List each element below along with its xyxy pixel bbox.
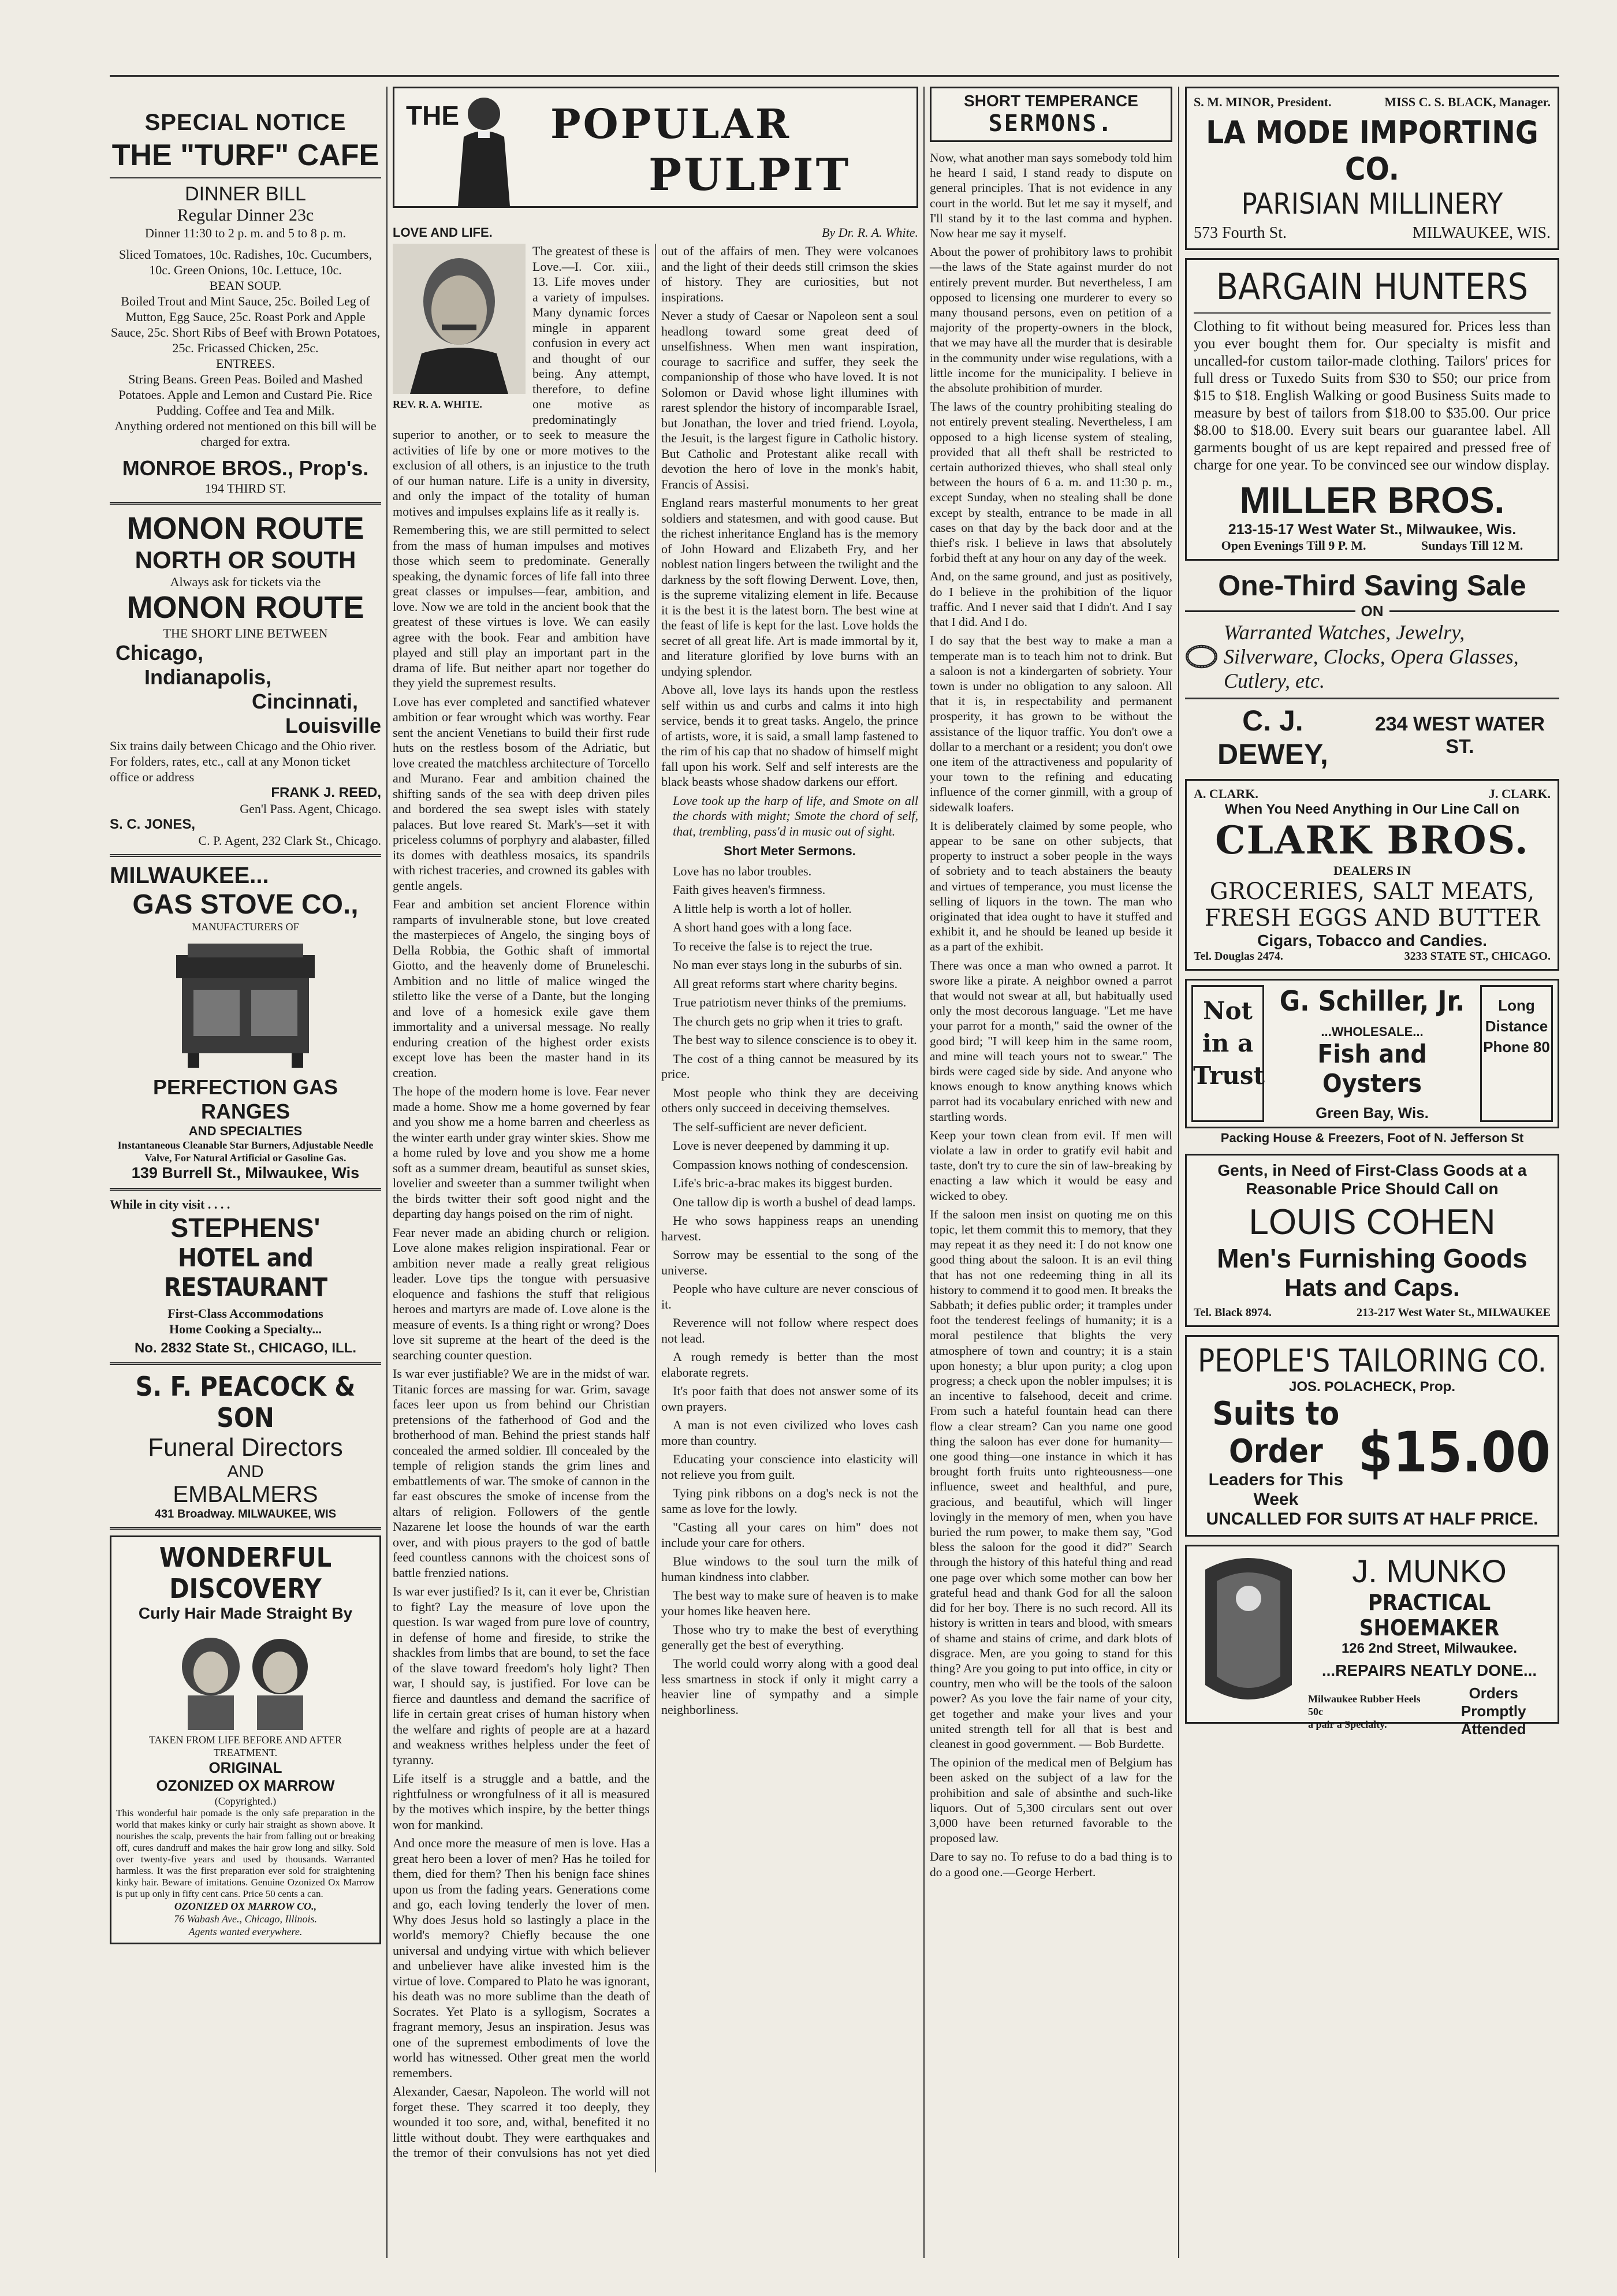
- article-body: [393, 244, 918, 2172]
- monon-city-2: Indianapolis,: [144, 665, 272, 689]
- la-mode-ad: [1185, 87, 1559, 250]
- short-meter-item: One tallow dip is worth a bushel of dead lamps.: [673, 1194, 916, 1209]
- rubber-heel-icon: [1194, 1552, 1303, 1714]
- ox-l4: TAKEN FROM LIFE BEFORE AND AFTER TREATMENT.: [148, 1734, 342, 1758]
- schiller-place: Green Bay, Wis.: [1316, 1104, 1429, 1121]
- ld3: Phone 80: [1483, 1038, 1550, 1056]
- turf-label: SPECIAL NOTICE: [144, 110, 346, 135]
- dewey-body: Warranted Watches, Jewelry, Silverware, Clocks, Opera Glasses, Cutlery, etc.: [1224, 621, 1519, 692]
- temperance-p6: It is deliberately claimed by some people, who appear to be sane on other subjects, that property to instruct a sober people in the ways of sobriety and to teach abstainers the beauty and virtues of temperance, you must license the selling of liquors in the town. The man who originated that idea ought to have it stuffed and exhibit it, and he should be leaned up beside it as a part of the exhibit.: [930, 818, 1172, 954]
- temperance-p11: Dare to say no. To refuse to do a bad thing is to do a good one.—George Herbert.: [930, 1850, 1172, 1879]
- article-para-13: England rears masterful monuments to her great soldiers and statesmen, and with good cause. But the richest inheritance England has is the memory of John Howard and Elizabeth Fry, and her noblest nation lingers between the twilight and the darkness by the soft flowing Derwent. Love, then, is the supreme vitalizing element in life. Because it is the best it is the latest born. The best wine at the feast of life is kept for the last. Love holds the secret of all great life. Art is made immortal by it, and literature glorified by love burns with an undying splendor.: [661, 495, 918, 679]
- schiller-pack: Packing House & Freezers, Foot of N. Jefferson St: [1220, 1131, 1524, 1145]
- turf-address: 194 THIRD ST.: [204, 481, 286, 495]
- dewey-name: C. J. DEWEY,: [1217, 705, 1328, 770]
- clark-addr: 3233 STATE ST., CHICAGO.: [1404, 950, 1551, 963]
- article-para-10: And once more the measure of men is love. Has a great hero been a lover of men? Has he toiled for them, died for them? Then his benign face shines upon us from the fading years. Generations come and go, each loving tenderly the lover of men. Why does Jesus hold so lastingly a place in the world's memory? Chiefly because the one universal and undying virtue with which believer and unbeliever have alike invested him is the virtue of love. Compared to Plato he was ignorant, his death was no more sublime than the death of Socrates. Yet Plato is a syllogism, Socrates a fragrant memory, Jesus an inspiration. Jesus was one of the supremest embodiments of love the world has witnessed. Other great men the world remembers.: [393, 1836, 650, 2080]
- peacock-ad: [110, 1371, 381, 1521]
- gas-range-icon: [153, 938, 338, 1071]
- monon-l2: NORTH OR SOUTH: [135, 546, 356, 573]
- turf-owner: MONROE BROS., Prop's.: [122, 456, 369, 480]
- munko-heels2: a pair a Specialty.: [1308, 1718, 1387, 1730]
- author-portrait-icon: [393, 244, 526, 394]
- column-divider: [1178, 87, 1179, 2258]
- peacock-l2: Funeral Directors: [148, 1433, 343, 1462]
- dewey-ad: [1185, 569, 1559, 771]
- lamode-name: LA MODE IMPORTING CO.: [1206, 114, 1538, 187]
- article-para-4: Fear and ambition set ancient Florence within ramparts of invulnerable stone, but love created the masterpieces of Angelo, the singing boys of Della Robbia, the Gothic shaft of immortal Giotto, and the heavenly dome of Bruneleschi. Ambition and no little of malice winged the stiletto like the verse of a Dante, but the longing and love of a homesick exile gave them immortality and a universal message. No really enduring creation of the highest order exists except love has been the master hand in its creation.: [393, 897, 650, 1080]
- clark-j: J. CLARK.: [1489, 787, 1551, 801]
- stephens-l6: No. 2832 State St., CHICAGO, ILL.: [134, 1340, 357, 1356]
- stephens-l4: First-Class Accommodations: [167, 1306, 323, 1321]
- short-meter-item: Those who try to make the best of everything generally get the best of everything.: [661, 1622, 918, 1652]
- short-meter-list: [661, 864, 918, 1718]
- monon-l4: MONON ROUTE: [126, 590, 364, 625]
- peoples-leaders: Leaders for This Week: [1208, 1470, 1344, 1509]
- article-para-8: Is war ever justified? Is it, can it ever be, Christian to fight? Lay the measure of love upon the question. Is war waged from pure love of country, in defense of home and fireside, to strike the shackles from limbs that are bound, to set the face of the slave toward freedom's holy light? Then war, I should say, is justified. For love can be fierce and dauntless and demand the sacrifice of life in certain great crises of human history when the welfare and rights of people are at a hazard and weakness writhes helpless under the feet of tyranny.: [393, 1584, 650, 1767]
- clark-dealers: DEALERS IN: [1333, 863, 1411, 878]
- article-verse: Love took up the harp of life, and Smote on all the chords with might; Smote the chord of self, that, trembling, pass'd in music out of sight.: [673, 793, 918, 838]
- monon-l9: Gen'l Pass. Agent, Chicago.: [240, 802, 381, 816]
- gas-l6: Instantaneous Cleanable Star Burners, Adjustable Needle Valve, For Natural Artificial or Gasoline Gas.: [117, 1139, 374, 1164]
- turf-item-5: String Beans. Green Peas. Boiled and Mashed Potatoes. Apple and Lemon and Custard Pie. Rice Pudding. Coffee and Tea and Milk.: [118, 372, 372, 418]
- cohen-l2: Hats and Caps.: [1284, 1274, 1460, 1301]
- cohen-intro: Gents, in Need of First-Class Goods at a Reasonable Price Should Call on: [1217, 1161, 1527, 1198]
- short-meter-item: The best way to silence conscience is to obey it.: [673, 1033, 917, 1047]
- short-meter-item: Compassion knows nothing of condescension.: [673, 1157, 908, 1172]
- newspaper-page: [110, 87, 1559, 2258]
- ox-l9: 76 Wabash Ave., Chicago, Illinois.: [173, 1913, 317, 1925]
- short-meter-item: No man ever stays long in the suburbs of sin.: [673, 957, 903, 972]
- peoples-price: $15.00: [1358, 1420, 1551, 1485]
- temperance-head-1: SHORT TEMPERANCE: [964, 92, 1138, 110]
- ox-l5: ORIGINAL: [208, 1759, 282, 1776]
- short-meter-item: Blue windows to the soul turn the milk of human kindness into clabber.: [661, 1554, 918, 1584]
- temperance-heading: [930, 87, 1172, 142]
- column-divider: [923, 87, 925, 2258]
- not2: in a: [1202, 1029, 1254, 1057]
- top-rule: [110, 75, 1559, 77]
- column-2: [393, 87, 918, 2172]
- turf-cafe-ad: [110, 87, 381, 496]
- stephens-l5: Home Cooking a Specialty...: [169, 1322, 322, 1336]
- munko-trade: PRACTICAL SHOEMAKER: [1359, 1590, 1500, 1641]
- portrait-icon: [159, 1626, 332, 1730]
- author-portrait: [393, 244, 526, 411]
- monon-city-3: Cincinnati,: [251, 689, 358, 713]
- schiller-wholesale: ...WHOLESALE...: [1321, 1024, 1424, 1039]
- article-para-6: Fear never made an abiding church or religion. Love alone makes religion inspirational. Fear or ambition never made a really great religious leader. Love tips the tongue with persuasive eloquence and fashions the stuff that religious heroes and martyrs are made of. Love alone is the measure of events. Is a thing right or wrong? Does love sit supreme at the heart of the deed is the searching counter question.: [393, 1225, 650, 1362]
- column-divider: [386, 87, 388, 2258]
- ld2: Distance: [1485, 1017, 1548, 1035]
- schiller-name: G. Schiller, Jr.: [1279, 985, 1465, 1017]
- stephens-ad: [110, 1197, 381, 1356]
- turf-sub: DINNER BILL: [185, 183, 306, 205]
- gas-stove-ad: [110, 863, 381, 1182]
- article-para-12: Never a study of Caesar or Napoleon sent a soul headlong toward some great deed of unselfishness. When men want inspiration, courage to sacrifice and suffer, they seek the companionship of those who have loved. It is not Solomon or David whose light illumines with rarest splendor the history of incomparable Israel, but Jonathan, the lover and tried friend. Loyola, the Jesuit, is the largest figure in Catholic history. But Catholic and Protestant alike recall with devotion the hero of love in the monk's habit, Francis of Assisi.: [661, 308, 918, 491]
- gas-l7: 139 Burrell St., Milwaukee, Wis: [131, 1164, 360, 1181]
- column-1: [110, 87, 381, 1952]
- article-byline: By Dr. R. A. White.: [821, 225, 918, 240]
- cohen-name: LOUIS COHEN: [1249, 1202, 1496, 1242]
- miller-hours1: Open Evenings Till 9 P. M.: [1221, 538, 1366, 553]
- temperance-p3: The laws of the country prohibiting stealing do not entirely prevent stealing. Nevertheless, I am opposed to a high license system of stealing, provided that all theft shall be restricted to certain authorized thieves, who shall steal only between the hours of 6 a. m. and 11:30 p. m., except Sunday, when no stealing shall be done except by stealth, entrance to be made in all cases on that day by the back door and at the thief's risk. I believe in laws that absolutely forbid theft at any hour on any day of the week.: [930, 400, 1172, 565]
- munko-ad: [1185, 1545, 1559, 1738]
- ox-l10: Agents wanted everywhere.: [188, 1926, 303, 1937]
- short-meter-item: Tying pink ribbons on a dog's neck is not the same as love for the lowly.: [661, 1486, 918, 1516]
- clark-a: A. CLARK.: [1194, 787, 1258, 801]
- short-meter-item: A man is not even civilized who loves cash more than country.: [661, 1418, 918, 1448]
- not1: Not: [1203, 997, 1253, 1025]
- turf-item-4: ENTREES.: [215, 356, 275, 371]
- temperance-p2: About the power of prohibitory laws to prohibit—the laws of the State against murder do not entirely prevent murder. But nevertheless, I am opposed to licensing one murderer to every so many thousand persons, even on petition of a majority of the property-owners in the block, that we may have all the murder that is desirable in the community under wise regulations, with a little income for the municipality. I believe in the absolute prohibition of murder.: [930, 245, 1172, 396]
- monon-l5: THE SHORT LINE BETWEEN: [163, 626, 328, 640]
- temperance-head-2: SERMONS.: [988, 110, 1114, 137]
- article-para-2: Remembering this, we are still permitted to select from the mass of human impulses and motives those which seem to predominate. Generally speaking, the dynamic forces of life fall into three great classes or impulses—fear, ambition, and love. Now we are told in the ancient book that the greatest of these virtues is love. We can easily agree with the book. Fear and ambition have played and still play an important part in the drama of life. But neither apart nor together do they yield the supremest results.: [393, 523, 650, 690]
- miller-hours2: Sundays Till 12 M.: [1421, 538, 1523, 553]
- monon-l11: C. P. Agent, 232 Clark St., Chicago.: [198, 833, 381, 848]
- peoples-suits: Suits to Order: [1212, 1395, 1340, 1470]
- ld1: Long: [1498, 997, 1535, 1014]
- article-para-1: The greatest of these is Love.—I. Cor. xiii., 13. Life moves under a variety of impulses. Many dynamic forces mingle in apparent confusion in every act and thought of our being. Any attempt, therefore, to define one motive as predominatingly superior to another, or to seek to measure the activities of life by one or more motives to the exclusion of all others, is an injustice to the truth of our human nature. Life is a unity in diversity, and only the impact of the totality of human motives and impulses explains life as it really is.: [393, 244, 650, 519]
- temperance-p8: Keep your town clean from evil. If men will violate a law in order to gratify evil habit and taste, don't try to cure the sin of law-breaking by enacting a law which it would be easy and wicked to obey.: [930, 1128, 1172, 1203]
- clark-l1: GROCERIES, SALT MEATS,: [1209, 878, 1535, 905]
- turf-item-3: Boiled Trout and Mint Sauce, 25c. Boiled Leg of Mutton, Egg Sauce, 25c. Roast Pork and Apple Sauce, 25c. Short Ribs of Beef with Brown Potatoes, 25c. Fricassed Chicken, 25c.: [110, 294, 381, 355]
- article-title: LOVE AND LIFE.: [393, 225, 493, 240]
- gas-l5: AND SPECIALTIES: [188, 1124, 303, 1138]
- miller-addr: 213-15-17 West Water St., Milwaukee, Wis.: [1228, 521, 1517, 538]
- short-meter-item: Educating your conscience into elasticity will not relieve you from guilt.: [661, 1452, 918, 1482]
- miller-head: BARGAIN HUNTERS: [1216, 266, 1529, 308]
- masthead-pulpit: PULPIT: [649, 149, 851, 200]
- short-meter-item: True patriotism never thinks of the premiums.: [673, 995, 907, 1009]
- ox-l1: WONDERFUL: [159, 1542, 332, 1573]
- temperance-p1: Now, what another man says somebody told him he heard I said, I stand ready to dispute on general principles. That is not evidence in any court in the world. But let me say it myself, and I'll stand by it to the last comma and hyphen. Now hear me say it myself.: [930, 151, 1172, 241]
- miller-name: MILLER BROS.: [1239, 479, 1505, 521]
- article-para-7: Is war ever justifiable? We are in the midst of war. Titanic forces are massing for war. Grim, savage faces leer upon us from behind our Christian pretensions of the fatherhood of God and the brotherhood of man. Behind the priest stands half concealed the armed soldier. Ill concealed by the temple of religion stands the grim lines and embattlements of war. The smoke of cannon in the far east obscures the smoke of incense from the altars of religion. Followers of the gentle Nazarene let loose the hounds of war the earth over, and with pious prayers to the god of battle feed countless cannons with the choicest sons of battle frenzied nations.: [393, 1366, 650, 1580]
- short-meter-item: To receive the false is to reject the true.: [673, 938, 873, 953]
- short-meter-item: The best way to make sure of heaven is to make your homes like heaven here.: [661, 1588, 918, 1618]
- munko-heels1: Milwaukee Rubber Heels 50c: [1308, 1693, 1421, 1717]
- munko-repairs: ...REPAIRS NEATLY DONE...: [1321, 1661, 1537, 1679]
- bracelet-icon: [1185, 631, 1218, 683]
- short-meter-item: Sorrow may be essential to the song of the universe.: [661, 1247, 918, 1277]
- ox-body: This wonderful hair pomade is the only safe preparation in the world that makes kinky or curly hair straight as shown above. It nourishes the scalp, prevents the hair from falling out or breaking off, cures dandruff and makes the hair grow long and silky. Sold over twenty-five years and used by thousands. Warranted harmless. It was the first preparation ever sold for straightening kinky hair. Beware of imitations. Genuine Ozonized Ox Marrow is put up only in fifty cent cans. Price 50 cents a can.: [116, 1807, 375, 1899]
- stephens-l1: While in city visit . . . .: [110, 1197, 230, 1212]
- monon-l7: For folders, rates, etc., call at any Monon ticket office or address: [110, 754, 351, 784]
- gas-l2: GAS STOVE CO.,: [132, 889, 359, 920]
- monon-l3: Always ask for tickets via the: [170, 575, 321, 589]
- article-para-11: Alexander, Caesar, Napoleon. The world will not forget these. They scarred it too deeply, they wounded it too sore, and, withal, benefited it no little without doubt. They were earthquakes and the tremor of their convulsions has not yet died out of the affairs of men. They were volcanoes and the light of their deeds still crimson the skies of history. They are curiosities, but not inspirations.: [393, 244, 918, 2160]
- monon-city-4: Louisville: [285, 714, 381, 737]
- monon-city-1: Chicago,: [116, 641, 204, 665]
- monon-l8: FRANK J. REED,: [271, 785, 381, 800]
- short-meter-item: Love has no labor troubles.: [673, 863, 812, 878]
- louis-cohen-ad: [1185, 1154, 1559, 1327]
- miller-bros-ad: [1185, 258, 1559, 561]
- clark-bros-ad: [1185, 779, 1559, 971]
- peacock-l5: 431 Broadway. MILWAUKEE, WIS: [154, 1508, 337, 1520]
- monon-l6: Six trains daily between Chicago and the Ohio river.: [110, 739, 377, 753]
- clark-l2: FRESH EGGS AND BUTTER: [1204, 905, 1540, 931]
- popular-pulpit-masthead: [393, 87, 918, 208]
- gas-l3: MANUFACTURERS OF: [192, 921, 299, 933]
- not3: Trust: [1193, 1061, 1265, 1090]
- stephens-l2: STEPHENS': [170, 1213, 321, 1243]
- short-meter-item: Reverence will not follow where respect does not lead.: [661, 1315, 918, 1345]
- gas-l1: MILWAUKEE...: [110, 863, 269, 888]
- ox-l8: OZONIZED OX MARROW CO.,: [174, 1900, 317, 1912]
- cohen-addr: 213-217 West Water St., MILWAUKEE: [1357, 1306, 1551, 1319]
- ox-l7: (Copyrighted.): [214, 1795, 277, 1807]
- peoples-uncalled: UNCALLED FOR SUITS AT HALF PRICE.: [1206, 1509, 1538, 1529]
- turf-hours: Dinner 11:30 to 2 p. m. and 5 to 8 p. m.: [144, 226, 346, 240]
- peacock-l1: S. F. PEACOCK & SON: [135, 1371, 356, 1433]
- column-4: [1185, 87, 1559, 1738]
- peoples-prop: JOS. POLACHECK, Prop.: [1288, 1379, 1456, 1395]
- lamode-addr1: 573 Fourth St.: [1194, 224, 1287, 242]
- peacock-l3: AND: [227, 1462, 264, 1481]
- author-caption: REV. R. A. WHITE.: [393, 398, 482, 410]
- short-meter-item: Faith gives heaven's firmness.: [673, 882, 826, 897]
- masthead-the: THE: [406, 100, 459, 131]
- dewey-addr: 234 WEST WATER ST.: [1374, 713, 1545, 758]
- dewey-on: ON: [1361, 602, 1384, 620]
- article-para-14: Above all, love lays its hands upon the restless self within us and curbs and calms it into high service, bends it to great tasks. Angelo, the prince of artists, wore, it is said, a small lamp fastened to the rim of his cap that no shadow of himself might fall upon his work. Self and self interests are the black beasts whose shadow darkens our effort.: [661, 683, 918, 789]
- temperance-column: [930, 87, 1172, 1883]
- clark-l3: Cigars, Tobacco and Candies.: [1257, 931, 1487, 949]
- peoples-tailoring-ad: [1185, 1335, 1559, 1537]
- turf-item-2: BEAN SOUP.: [209, 278, 282, 293]
- short-meter-item: Love is never deepened by damming it up.: [673, 1138, 890, 1153]
- monon-l10: S. C. JONES,: [110, 817, 196, 832]
- temperance-p10: The opinion of the medical men of Belgium has been asked on the subject of a law for the prohibition and sale of absinthe and such-like liquors. Out of 5,300 circulars sent out over 3,000 have been returned favorable to the proposed law.: [930, 1755, 1172, 1846]
- turf-item-1: Sliced Tomatoes, 10c. Radishes, 10c. Cucumbers, 10c. Green Onions, 10c. Lettuce, 10c.: [119, 247, 372, 277]
- stephens-l3: HOTEL and RESTAURANT: [163, 1243, 327, 1302]
- ox-l3: Curly Hair Made Straight By: [138, 1604, 353, 1622]
- short-meter-item: The world could worry along with a good deal less smartness in stock if only it might carry a heavier line of sympathy and a simple neighborliness.: [661, 1656, 918, 1717]
- monon-l1: MONON ROUTE: [126, 511, 364, 546]
- short-meter-item: All great reforms start where charity begins.: [673, 976, 898, 991]
- short-meter-item: He who sows happiness reaps an unending harvest.: [661, 1213, 918, 1243]
- short-meter-item: The self-sufficient are never deficient.: [673, 1119, 867, 1134]
- masthead-popular: POPULAR: [550, 100, 791, 148]
- ox-marrow-ad: [110, 1535, 381, 1944]
- lamode-mgr: MISS C. S. BLACK, Manager.: [1384, 95, 1551, 109]
- short-meter-heading: Short Meter Sermons.: [724, 844, 856, 858]
- short-meter-item: A rough remedy is better than the most elaborate regrets.: [661, 1350, 918, 1380]
- article-para-3: Love has ever completed and sanctified whatever ambition or fear wrought which was worthy. Fear sent the ancient Venetians to build their first rude huts on the restless bosom of the Adriatic, but love created the matchless architecture of Torcello and Murano. Fear and ambition chained the shifting sands of the sea with deep driven piles and bordered the sea swept isles with stately palaces. But love reared St. Mark's—set it with priceless columns of porphyry and alabaster, filled its domes with deathless mosaics, its spandrils with richest traceries, and crowned its gables with gentle angels.: [393, 694, 650, 893]
- gas-l4: PERFECTION GAS RANGES: [152, 1075, 338, 1123]
- short-meter-item: It's poor faith that does not answer some of its own prayers.: [661, 1384, 918, 1414]
- short-meter-item: Most people who think they are deceiving others only succeed in deceiving themselves.: [661, 1085, 918, 1115]
- clark-name: CLARK BROS.: [1215, 818, 1529, 863]
- turf-item-6: Anything ordered not mentioned on this bill will be charged for extra.: [114, 419, 377, 449]
- lamode-addr2: MILWAUKEE, WIS.: [1412, 224, 1551, 242]
- peoples-name: PEOPLE'S TAILORING CO.: [1197, 1343, 1547, 1379]
- schiller-fish: Fish and Oysters: [1317, 1039, 1427, 1098]
- temperance-p7: There was once a man who owned a parrot. It swore like a pirate. A neighbor owned a parrot that would not swear at all, but habitually used only the most decorous language. "Let me have your parrot for a month," said the owner of the good bird; "I will keep him in the same room, and mine will teach yours not to swear." The birds were caged side by side. And anyone who knows enough to know anything knows which parrot had its vocabulary enriched with new and startling words.: [930, 958, 1172, 1124]
- long-distance: [1480, 985, 1553, 1122]
- not-in-trust: [1191, 985, 1264, 1122]
- short-meter-item: A little help is worth a lot of holler.: [673, 901, 852, 916]
- article-para-5: The hope of the modern home is love. Fear never made a home. Show me a home governed by fear and you show me a home barren and cheerless as the winter earth under gray winter skies. Show me a home ruled by love and you show me a home soft as a summer dream, beautiful as sunset skies, lovelier and sweeter than a summer twilight when the birds twitter their soft good night and the departing day hangs poised on the rim of night.: [393, 1084, 650, 1221]
- lamode-sub: PARISIAN MILLINERY: [1241, 187, 1503, 221]
- short-meter-item: The church gets no grip when it tries to graft.: [673, 1013, 903, 1028]
- clark-tel: Tel. Douglas 2474.: [1194, 950, 1283, 963]
- ox-l6: OZONIZED OX MARROW: [156, 1777, 335, 1794]
- turf-regular: Regular Dinner 23c: [177, 206, 314, 225]
- schiller-ad: [1185, 979, 1559, 1128]
- temperance-p5: I do say that the best way to make a man a temperate man is to teach him not to drink. But a saloon is not a kindergarten of sobriety. Your town is under no obligation to any saloon. All that it is, in respectability and permanent prosperity, it has grown to be without the assistance of the liquor traffic. You don't owe a dollar to a merchant or a resident; you don't owe one item of the attractiveness and popularity of your town to the refining and educating influence of the corner ginmill, with a group of sidewalk loafers.: [930, 633, 1172, 814]
- cohen-l1: Men's Furnishing Goods: [1217, 1243, 1527, 1273]
- temperance-p9: If the saloon men insist on quoting me on this topic, let them commit this to memory, that they may repeat it as they need it: I do not know one good thing about the saloon. It is an evil thing that has not one redeeming thing in all its history to commend it to good men. It breaks the Sabbath; it defies public order; it tramples under foot the tenderest feelings of humanity; it is a moral pestilence that blights the very atmosphere of town and country; it is a stain upon honesty; a blur upon purity; a clog upon progress; a check upon the nobler impulses; it is an incentive to falsehood, deceit and crime. From such a hateful fountain head can there flow a clear stream? Can you name one good thing the saloon has ever done for humanity—one good thing—one instance in which it has brought forth fruits unto righteousness—one influence, sweet and healthful, and pure, gracious, and beautiful, which will linger lovingly in the memory of men, when you have buried the rum power, to make them say, "God bless the saloon for the good it did?" Search through the history of this hateful thing and read one page over which some mother can bow her grateful head and thank God for all the saloon did for her boy. There is no such record. All its history is written in tears and blood, with smears of shame and stains of crime, and dark blots of disgrace. Men, are you going to stand for this thing? Are you going to put into office, in city or country, men who will be the tools of the saloon power? As you love the fair name of your city, get together and make your lives and your united strength tell for all that is best and cleanest in good government. — Bob Burdette.: [930, 1207, 1172, 1751]
- monon-route-ad: [110, 510, 381, 848]
- short-meter-item: The cost of a thing cannot be measured by its price.: [661, 1051, 918, 1081]
- clark-call: When You Need Anything in Our Line Call on: [1224, 802, 1520, 817]
- turf-name: THE "TURF" CAFE: [111, 139, 379, 172]
- short-meter-item: "Casting all your cares on him" does not include your care for others.: [661, 1520, 918, 1550]
- short-meter-item: Life's bric-a-brac makes its biggest burden.: [673, 1176, 893, 1190]
- temperance-p4: And, on the same ground, and just as positively, do I believe in the prohibition of the liquor traffic. And I never said that I didn't. And I say that I did. And I do.: [930, 569, 1172, 629]
- munko-addr: 126 2nd Street, Milwaukee.: [1341, 1641, 1518, 1656]
- article-para-9: Life itself is a struggle and a battle, and the rightfulness or wrongfulness of it all is measured by the motives which inspire, by the better things won for mankind.: [393, 1771, 650, 1832]
- peacock-l4: EMBALMERS: [173, 1482, 318, 1507]
- short-meter-item: People who have culture are never conscious of it.: [661, 1281, 918, 1311]
- cohen-tel: Tel. Black 8974.: [1194, 1306, 1272, 1319]
- munko-name: J. MUNKO: [1352, 1553, 1507, 1589]
- miller-body: Clothing to fit without being measured for. Prices less than you ever bought them for. Our specialty is misfit and uncalled-for custom tailor-made clothing. Tailors' prices for full dress or Tuxedo Suits from $30 to $50; our price from $15 to $18. English Walking or good Business Suits made to measure by best of tailors from $18.00 to $35.00. Our price $8.00 to $18.00. Every suit bears our guarantee label. All garments bought of us are kept repaired and pressed free of charge for one year. To be convinced see our window display.: [1194, 319, 1551, 473]
- ox-l2: DISCOVERY: [169, 1573, 322, 1604]
- short-meter-item: A short hand goes with a long face.: [673, 920, 852, 934]
- munko-orders: Orders Promptly Attended: [1460, 1684, 1526, 1738]
- dewey-head: One-Third Saving Sale: [1218, 569, 1526, 602]
- temperance-body: [930, 150, 1172, 1880]
- lamode-pres: S. M. MINOR, President.: [1194, 95, 1332, 109]
